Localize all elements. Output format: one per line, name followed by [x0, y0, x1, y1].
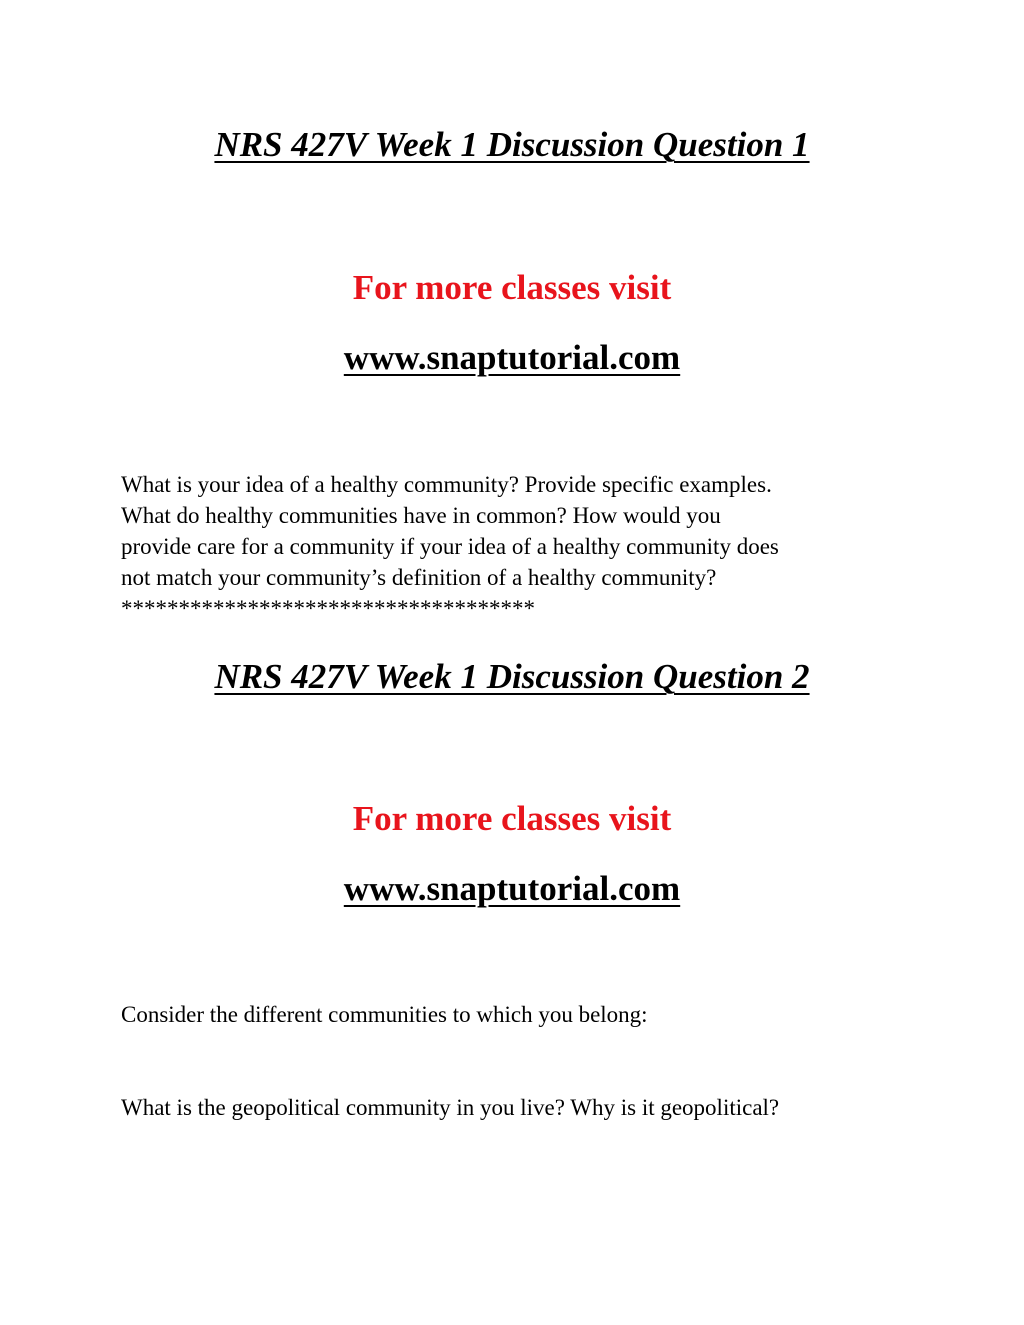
section-1-promo: For more classes visit	[352, 268, 672, 307]
body-line: What is the geopolitical community in you live? Why is it geopolitical?	[121, 1095, 780, 1120]
body-line: What is your idea of a healthy community? Provide specific examples.	[121, 472, 772, 497]
body-line: provide care for a community if your idea of a healthy community does	[121, 534, 779, 559]
separator-line: ************************************	[121, 596, 535, 621]
body-line: Consider the different communities to which you belong:	[121, 1002, 648, 1027]
section-2-paragraph-1	[121, 999, 921, 1030]
section-2-link[interactable]: www.snaptutorial.com	[343, 869, 681, 908]
section-1-body	[121, 469, 921, 624]
body-line: What do healthy communities have in common? How would you	[121, 503, 721, 528]
section-2-paragraph-2	[121, 1092, 921, 1123]
body-line: not match your community’s definition of a healthy community?	[121, 565, 717, 590]
section-1-heading: NRS 427V Week 1 Discussion Question 1	[214, 125, 810, 164]
section-2-heading: NRS 427V Week 1 Discussion Question 2	[214, 657, 810, 696]
section-1-link[interactable]: www.snaptutorial.com	[343, 338, 681, 377]
section-2-promo: For more classes visit	[352, 799, 672, 838]
